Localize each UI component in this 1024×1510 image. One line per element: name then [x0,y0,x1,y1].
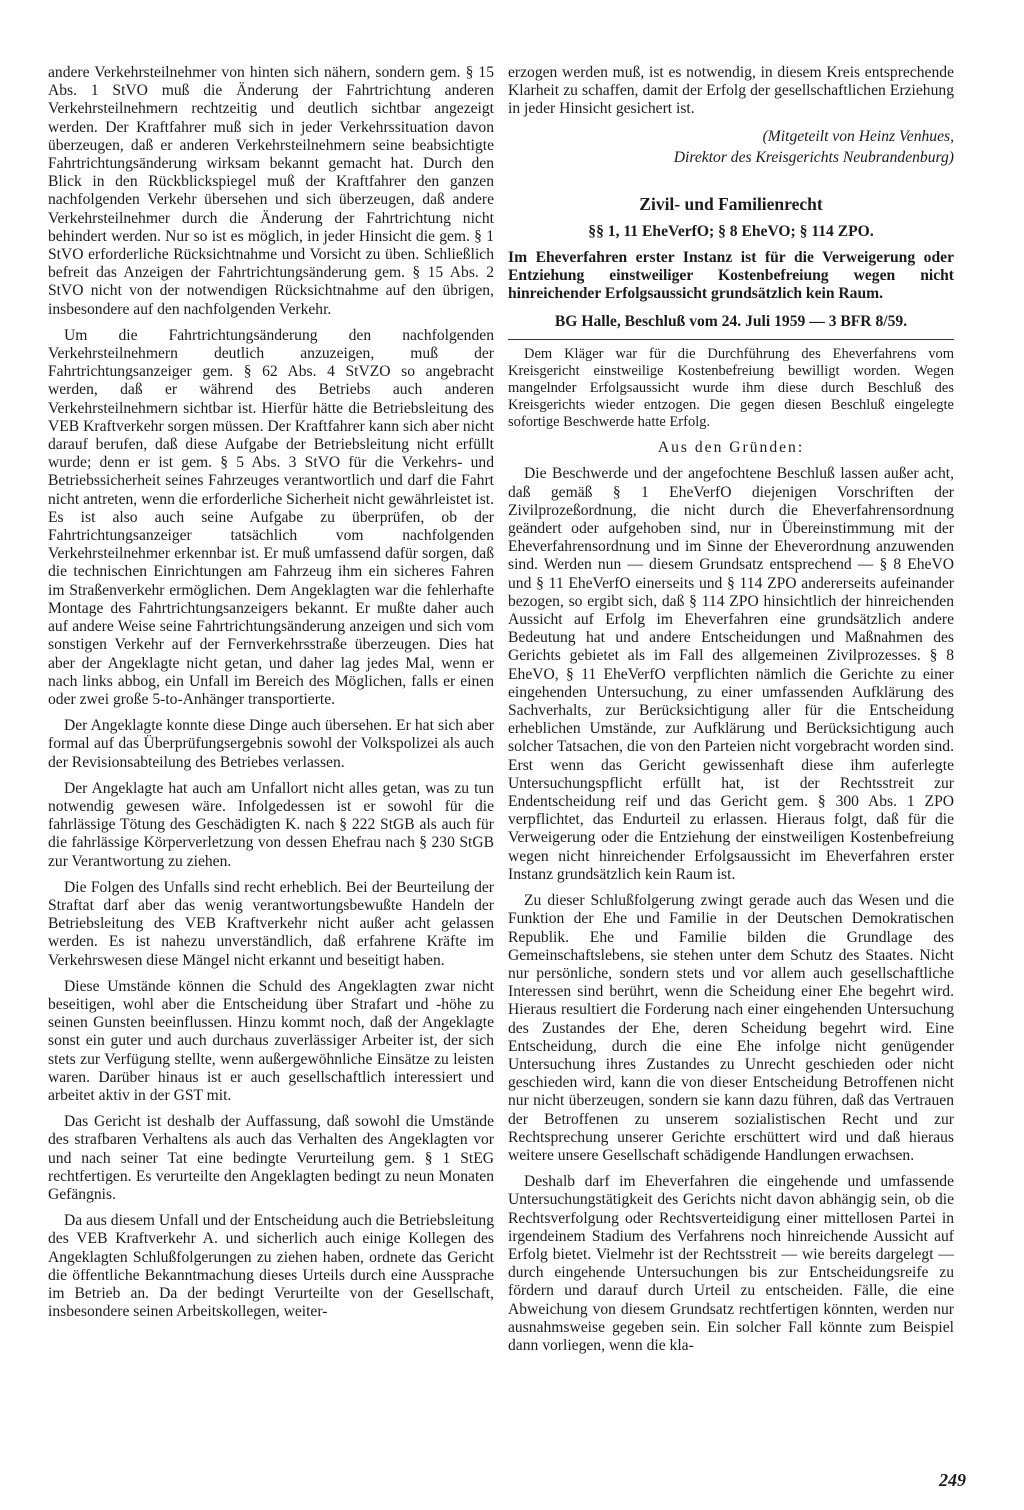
statute-references: §§ 1, 11 EheVerfO; § 8 EheVO; § 114 ZPO. [588,222,874,240]
paragraph: Diese Umstände können die Schuld des Angeklagten zwar nicht beseitigen, wohl aber die Entscheidung über Strafart und -höhe zu seinen Gunsten beeinflussen. Hinzu kommt noch, daß der Angeklagte sonst ein guter und auch durchaus zuverlässiger Arbeiter ist, der sich stets zur Verfügung stellte, wenn außergewöhnliche Einsätze zu leisten waren. Darüber hinaus ist er auch gesellschaftlich interessiert und arbeitet aktiv in der GST mit. [48,977,494,1104]
attribution [508,127,954,167]
reasons-heading: Aus den Gründen: [657,439,805,457]
paragraph: Deshalb darf im Eheverfahren die eingehende und umfassende Untersuchungstätigkeit des Gerichts nicht davon abhängig sein, ob die Rechtsverfolgung oder Rechtsverteidigung einer mittellosen Partei in irgendeinem Stadium des Verfahrens noch hinreichende Aussicht auf Erfolg bietet. Vielmehr ist der Rechtsstreit — wie bereits dargelegt — durch eingehende Untersuchungen bis zur Entscheidungsreife zu fördern und darauf durch Urteil zu entscheiden. Fälle, die eine Abweichung von diesem Grundsatz rechtfertigen könnten, werden nur ausnahmsweise gegeben sein. Ein solcher Fall könnte zum Beispiel dann vorliegen, wenn die kla- [508,1173,954,1354]
divider [508,339,954,340]
paragraph: Um die Fahrtrichtungsänderung den nachfolgenden Verkehrsteilnehmern deutlich anzuzeigen, muß der Fahrtrichtungsanzeiger gem. § 62 Abs. 4 StVZO so angebracht werden, daß er während des Betriebs auch anderen Verkehrsteilnehmern sichtbar ist. Hierfür hätte die Betriebsleitung des VEB Kraftverkehr sorgen müssen. Der Kraftfahrer kann sich aber nicht darauf berufen, daß diese Aufgabe der Betriebsleitung nicht erfüllt wurde; denn er ist gem. § 5 Abs. 3 StVO für die Verkehrs- und Betriebssicherheit seines Fahrzeuges verantwortlich und darf die Fahrt nicht antreten, wenn die erforderliche Sicherheit nicht gewährleistet ist. Es ist also auch seine Aufgabe zu überprüfen, ob der Fahrtrichtungsanzeiger tatsächlich vom nachfolgenden Verkehrsteilnehmer erkennbar ist. Er muß umfassend dafür sorgen, daß die technischen Einrichtungen am Fahrzeug ihm ein sicheres Fahren im Straßenverkehr ermöglichen. Dem Angeklagten war die fehlerhafte Montage des Fahrtrichtungsanzeigers bekannt. Er mußte daher auch auf andere Weise seine Fahrtrichtungsänderung anzeigen und sich vom sonstigen Verkehr auf der Fernverkehrsstraße überzeugen. Dies hat aber der Angeklagte nicht getan, und daher lag jedes Mal, wenn er nach links abbog, ein Unfall im Bereich des Möglichen, falls er einen oder zwei große 5-to-Anhänger transportierte. [48,326,494,708]
paragraph: Zu dieser Schlußfolgerung zwingt gerade auch das Wesen und die Funktion der Ehe und Familie in der Deutschen Demokratischen Republik. Ehe und Familie bilden die Grundlage des Gemeinschaftslebens, sie stehen unter dem Schutz des Staates. Nicht nur persönliche, sondern stets und vor allem auch gesellschaftliche Interessen sind berührt, wenn die Scheidung einer Ehe begehrt wird. Hieraus resultiert die Forderung nach einer eingehenden Untersuchung des Zustandes der Ehe, deren Scheidung begehrt wird. Eine Entscheidung, durch die eine Ehe infolge nicht genügender Untersuchung ihres Zustandes zu Unrecht geschieden oder nicht geschieden wird, kann die von dieser Entscheidung Betroffenen nicht nur nicht überzeugen, sondern sie kann dazu führen, daß das Vertrauen der Betroffenen zu unserem sozialistischen Recht und zur Rechtsprechung unserer Gerichte erschüttert wird und daß hieraus weitere unsere Gesellschaft schädigende Handlungen erwachsen. [508,892,954,1164]
paragraph: Die Folgen des Unfalls sind recht erheblich. Bei der Beurteilung der Straftat darf aber das wenig verantwortungsbewußte Handeln der Betriebsleitung des VEB Kraftverkehr nicht außer acht gelassen werden. Es ist nahezu unverständlich, daß erfahrene Kräfte im Verkehrswesen diese Mängel nicht erkannt und beseitigt haben. [48,878,494,969]
continuation-paragraph: erzogen werden muß, ist es notwendig, in diesem Kreis entsprechende Klarheit zu schaffen, damit der Erfolg der gesellschaftlichen Erziehung in jeder Hinsicht gesichert ist. [508,64,954,118]
court-citation: BG Halle, Beschluß vom 24. Juli 1959 — 3 BFR 8/59. [554,313,908,331]
paragraph: Der Angeklagte hat auch am Unfallort nicht alles getan, was zu tun notwendig gewesen wäre. Infolgedessen ist er sowohl für die fahrlässige Tötung des Geschädigten K. nach § 222 StGB als auch für die fahrlässige Körperverletzung von dessen Ehefrau nach § 230 StGB zur Verantwortung zu ziehen. [48,779,494,870]
paragraph: Die Beschwerde und der angefochtene Beschluß lassen außer acht, daß gemäß § 1 EheVerfO diejenigen Vorschriften der Zivilprozeßordnung, die nicht durch die Eheverfahrensordnung geändert oder aufgehoben sind, nur in Übereinstimmung mit der Eheverfahrensordnung und im Sinne der Eheverordnung anzuwenden sind. Werden nun — diesem Grundsatz entsprechend — § 8 EheVO und § 11 EheVerfO einerseits und § 114 ZPO andererseits aufeinander bezogen, so ergibt sich, daß § 114 ZPO hinsichtlich der hinreichenden Aussicht auf Erfolg im Eheverfahren eine grundsätzlich andere Bedeutung hat und andere Entscheidungen und Maßnahmen des Gerichts gebietet als im Fall des allgemeinen Zivilprozesses. § 8 EheVO, § 11 EheVerfO verpflichten nämlich die Gerichte zu einer eingehenden Untersuchung, zu einer umfassenden Aufklärung des Sachverhalts, zur Berücksichtigung aller für die Entscheidung erheblichen Umstände, zur Aufklärung und Berücksichtigung auch solcher Tatsachen, die von den Parteien nicht vorgebracht worden sind. Erst wenn das Gericht gewissenhaft diese ihm auferlegte Untersuchungspflicht erfüllt hat, ist der Rechtsstreit zur Endentscheidung reif und das Gericht gem. § 300 Abs. 1 ZPO verpflichtet, das Endurteil zu erlassen. Hieraus folgt, daß für die Verweigerung oder die Entziehung der einstweiligen Kostenbefreiung wegen nicht hinreichender Erfolgsaussicht im Eheverfahren erster Instanz grundsätzlich kein Raum ist. [508,465,954,883]
section-heading: Zivil- und Familienrecht [639,193,823,214]
paragraph: andere Verkehrsteilnehmer von hinten sich nähern, sondern gem. § 15 Abs. 1 StVO muß die Änderung der Fahrtrichtung anderen Verkehrsteilnehmern rechtzeitig und deutlich sichtbar angezeigt werden. Der Kraftfahrer muß sich in jeder Verkehrssituation davon überzeugen, daß er anderen Verkehrsteilnehmern seine beabsichtigte Fahrtrichtungsänderung wirksam bekannt gemacht hat. Durch den Blick in den Rückblickspiegel muß der Kraftfahrer den ganzen nachfolgenden Verkehr übersehen und sich überzeugen, daß andere Verkehrsteilnehmer durch die Änderung der Fahrtrichtung nicht behindert werden. Nur so ist es möglich, in jeder Hinsicht die gem. § 1 StVO erforderliche Rücksichtnahme und Vorsicht zu üben. Schließlich befreit das Anzeigen der Fahrtrichtungsänderung gem. § 15 Abs. 2 StVO nicht von der notwendigen Rücksichtnahme auf den übrigen, insbesondere auf den nachfolgenden Verkehr. [48,64,494,318]
right-column [508,64,954,1363]
attribution-line: Direktor des Kreisgerichts Neubrandenburg) [673,148,954,166]
case-facts: Dem Kläger war für die Durchführung des Eheverfahrens vom Kreisgericht einstweilige Kostenbefreiung bewilligt worden. Wegen mangelnder Erfolgsaussicht wurde ihm diese durch Beschluß des Kreisgerichts wieder entzogen. Die gegen diesen Beschluß eingelegte sofortige Beschwerde hatte Erfolg. [508,346,954,431]
paragraph: Da aus diesem Unfall und der Entscheidung auch die Betriebsleitung des VEB Kraftverkehr A. und sicherlich auch einige Kollegen des Angeklagten Schlußfolgerungen zu ziehen haben, ordnete das Gericht die öffentliche Bekanntmachung dieses Urteils durch eine Aussprache im Betrieb an. Da der bedingt Verurteilte von der Gesellschaft, insbesondere seinen Arbeitskollegen, weiter- [48,1212,495,1321]
page-number: 249 [939,1470,966,1490]
paragraph: Das Gericht ist deshalb der Auffassung, daß sowohl die Umstände des strafbaren Verhaltens als auch das Verhalten des Angeklagten vor und nach seiner Tat eine bedingte Verurteilung gem. § 1 StEG rechtfertigen. Es verurteilte den Angeklagten bedingt zu neun Monaten Gefängnis. [48,1113,494,1203]
paragraph: Der Angeklagte konnte diese Dinge auch übersehen. Er hat sich aber formal auf das Überprüfungsergebnis sowohl der Volkspolizei als auch der Revisionsabteilung des Betriebes verlassen. [48,717,494,771]
left-column [48,64,494,1329]
headnote: Im Eheverfahren erster Instanz ist für die Verweigerung oder Entziehung einstweiliger Kostenbefreiung wegen nicht hinreichender Erfolgsaussicht grundsätzlich kein Raum. [508,249,954,303]
attribution-line: (Mitgeteilt von Heinz Venhues, [762,127,954,145]
